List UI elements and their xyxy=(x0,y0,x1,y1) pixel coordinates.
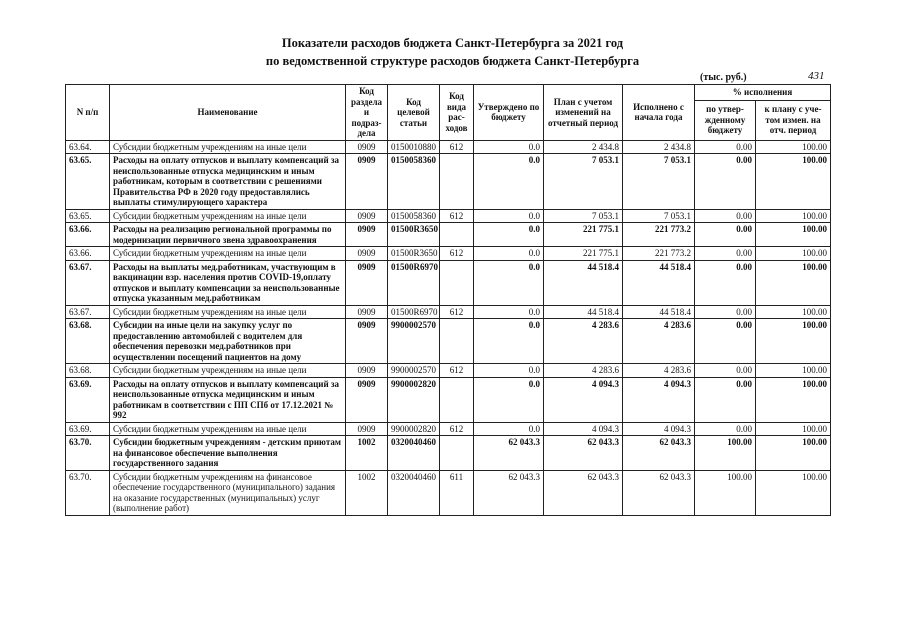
row-executed: 4 283.6 xyxy=(623,364,695,378)
row-executed: 221 773.2 xyxy=(623,247,695,261)
row-num: 63.68. xyxy=(66,364,110,378)
row-plan: 62 043.3 xyxy=(544,470,623,515)
row-pct-plan: 100.00 xyxy=(756,140,831,154)
row-plan: 44 518.4 xyxy=(544,260,623,305)
row-approved: 0.0 xyxy=(474,305,544,319)
row-section-code: 0909 xyxy=(346,260,388,305)
row-target-code: 0320040460 xyxy=(388,436,440,471)
row-num: 63.66. xyxy=(66,223,110,247)
row-executed: 221 773.2 xyxy=(623,223,695,247)
row-executed: 4 283.6 xyxy=(623,319,695,364)
row-executed: 2 434.8 xyxy=(623,140,695,154)
header-num: N п/п xyxy=(66,85,110,141)
row-approved: 0.0 xyxy=(474,140,544,154)
row-target-code: 01500R3650 xyxy=(388,247,440,261)
row-type-code: 612 xyxy=(440,247,474,261)
row-target-code: 9900002820 xyxy=(388,377,440,422)
row-executed: 4 094.3 xyxy=(623,377,695,422)
header-pct-approved: по утвер-жденному бюджету xyxy=(695,100,756,140)
row-num: 63.68. xyxy=(66,319,110,364)
row-section-code: 0909 xyxy=(346,209,388,223)
row-pct-approved: 0.00 xyxy=(695,319,756,364)
row-target-code: 01500R3650 xyxy=(388,223,440,247)
row-num: 63.70. xyxy=(66,436,110,471)
row-target-code: 01500R6970 xyxy=(388,260,440,305)
row-pct-approved: 0.00 xyxy=(695,209,756,223)
row-target-code: 9900002570 xyxy=(388,364,440,378)
row-type-code xyxy=(440,154,474,210)
row-name: Субсидии бюджетным учреждениям - детским приютам на финансовое обеспечение выполнения государственного задания xyxy=(110,436,346,471)
row-pct-approved: 0.00 xyxy=(695,260,756,305)
row-name: Расходы на оплату отпусков и выплату компенсаций за неиспользованные отпуска медицинским и иным работникам в соответствии с ПП СПб от 17.12.2021 № 992 xyxy=(110,377,346,422)
row-num: 63.66. xyxy=(66,247,110,261)
row-section-code: 0909 xyxy=(346,377,388,422)
row-pct-plan: 100.00 xyxy=(756,260,831,305)
header-pct-plan: к плану с уче-том измен. на отч. период xyxy=(756,100,831,140)
row-pct-plan: 100.00 xyxy=(756,377,831,422)
row-section-code: 0909 xyxy=(346,223,388,247)
table-row xyxy=(66,260,831,305)
row-plan: 4 094.3 xyxy=(544,377,623,422)
row-name: Расходы на реализацию региональной программы по модернизации первичного звена здравоохранения xyxy=(110,223,346,247)
row-plan: 4 283.6 xyxy=(544,364,623,378)
row-plan: 44 518.4 xyxy=(544,305,623,319)
row-executed: 7 053.1 xyxy=(623,209,695,223)
expenditure-table xyxy=(65,84,831,516)
header-type: Код вида рас-ходов xyxy=(440,85,474,141)
table-row xyxy=(66,470,831,515)
row-pct-approved: 100.00 xyxy=(695,470,756,515)
row-plan: 221 775.1 xyxy=(544,223,623,247)
row-pct-plan: 100.00 xyxy=(756,364,831,378)
row-num: 63.65. xyxy=(66,154,110,210)
row-pct-approved: 0.00 xyxy=(695,223,756,247)
row-pct-plan: 100.00 xyxy=(756,319,831,364)
table-row xyxy=(66,305,831,319)
row-pct-approved: 0.00 xyxy=(695,305,756,319)
row-num: 63.69. xyxy=(66,422,110,436)
row-target-code: 0150010880 xyxy=(388,140,440,154)
row-pct-plan: 100.00 xyxy=(756,209,831,223)
row-pct-plan: 100.00 xyxy=(756,436,831,471)
row-executed: 44 518.4 xyxy=(623,305,695,319)
row-name: Субсидии бюджетным учреждениям на иные цели xyxy=(110,209,346,223)
row-section-code: 0909 xyxy=(346,154,388,210)
row-type-code xyxy=(440,223,474,247)
row-type-code: 612 xyxy=(440,305,474,319)
row-num: 63.64. xyxy=(66,140,110,154)
row-pct-plan: 100.00 xyxy=(756,247,831,261)
row-target-code: 9900002570 xyxy=(388,319,440,364)
row-approved: 0.0 xyxy=(474,377,544,422)
row-type-code: 611 xyxy=(440,470,474,515)
units-label: (тыс. руб.) xyxy=(700,72,747,83)
row-type-code xyxy=(440,436,474,471)
row-section-code: 0909 xyxy=(346,247,388,261)
row-target-code: 0320040460 xyxy=(388,470,440,515)
row-pct-approved: 0.00 xyxy=(695,377,756,422)
row-target-code: 9900002820 xyxy=(388,422,440,436)
header-executed: Исполнено с начала года xyxy=(623,85,695,141)
row-name: Субсидии бюджетным учреждениям на иные цели xyxy=(110,364,346,378)
row-plan: 2 434.8 xyxy=(544,140,623,154)
row-plan: 62 043.3 xyxy=(544,436,623,471)
row-target-code: 0150058360 xyxy=(388,154,440,210)
row-num: 63.69. xyxy=(66,377,110,422)
table-row xyxy=(66,422,831,436)
table-row xyxy=(66,319,831,364)
document-title-line1: Показатели расходов бюджета Санкт-Петербурга за 2021 год xyxy=(281,36,624,50)
row-target-code: 0150058360 xyxy=(388,209,440,223)
row-name: Субсидии на иные цели на закупку услуг по предоставлению автомобилей с водителем для обеспечения перевозки мед.работников при осуществлении посещений пациентов на дому xyxy=(110,319,346,364)
row-pct-approved: 100.00 xyxy=(695,436,756,471)
header-approved: Утверждено по бюджету xyxy=(474,85,544,141)
table-row xyxy=(66,223,831,247)
row-section-code: 1002 xyxy=(346,436,388,471)
header-plan: План с учетом изменений на отчетный период xyxy=(544,85,623,141)
row-approved: 62 043.3 xyxy=(474,470,544,515)
row-approved: 0.0 xyxy=(474,209,544,223)
row-pct-approved: 0.00 xyxy=(695,154,756,210)
header-section: Код раздела и подраз-дела xyxy=(346,85,388,141)
row-num: 63.65. xyxy=(66,209,110,223)
row-approved: 62 043.3 xyxy=(474,436,544,471)
table-row xyxy=(66,154,831,210)
header-target: Код целевой статьи xyxy=(388,85,440,141)
row-executed: 4 094.3 xyxy=(623,422,695,436)
row-section-code: 1002 xyxy=(346,470,388,515)
row-section-code: 0909 xyxy=(346,422,388,436)
row-pct-approved: 0.00 xyxy=(695,364,756,378)
row-target-code: 01500R6970 xyxy=(388,305,440,319)
row-type-code xyxy=(440,260,474,305)
row-section-code: 0909 xyxy=(346,364,388,378)
table-row xyxy=(66,209,831,223)
row-name: Субсидии бюджетным учреждениям на иные цели xyxy=(110,305,346,319)
row-approved: 0.0 xyxy=(474,364,544,378)
row-type-code xyxy=(440,319,474,364)
row-plan: 7 053.1 xyxy=(544,209,623,223)
row-plan: 4 094.3 xyxy=(544,422,623,436)
row-num: 63.70. xyxy=(66,470,110,515)
row-pct-plan: 100.00 xyxy=(756,305,831,319)
row-executed: 7 053.1 xyxy=(623,154,695,210)
page-number: 431 xyxy=(808,70,825,82)
row-plan: 221 775.1 xyxy=(544,247,623,261)
row-pct-approved: 0.00 xyxy=(695,140,756,154)
row-pct-approved: 0.00 xyxy=(695,422,756,436)
row-plan: 4 283.6 xyxy=(544,319,623,364)
row-approved: 0.0 xyxy=(474,154,544,210)
row-type-code: 612 xyxy=(440,364,474,378)
row-approved: 0.0 xyxy=(474,247,544,261)
row-approved: 0.0 xyxy=(474,422,544,436)
row-pct-approved: 0.00 xyxy=(695,247,756,261)
row-type-code: 612 xyxy=(440,140,474,154)
row-num: 63.67. xyxy=(66,305,110,319)
table-row xyxy=(66,364,831,378)
row-executed: 62 043.3 xyxy=(623,470,695,515)
document-title-line2: по ведомственной структуре расходов бюджета Санкт-Петербурга xyxy=(265,54,640,68)
row-section-code: 0909 xyxy=(346,140,388,154)
row-pct-plan: 100.00 xyxy=(756,422,831,436)
row-type-code xyxy=(440,377,474,422)
header-pct-group: % исполнения xyxy=(695,85,831,101)
row-plan: 7 053.1 xyxy=(544,154,623,210)
row-name: Субсидии бюджетным учреждениям на финансовое обеспечение государственного (муниципального) задания на оказание государственных (муниципальных) услуг (выполнение работ) xyxy=(110,470,346,515)
row-name: Расходы на выплаты мед.работникам, участвующим в вакцинации взр. населения против COVID-19,оплату отпусков и выплату компенсации за неиспользованные отпуска указанным мед.работникам xyxy=(110,260,346,305)
row-pct-plan: 100.00 xyxy=(756,154,831,210)
row-section-code: 0909 xyxy=(346,305,388,319)
header-name: Наименование xyxy=(110,85,346,141)
row-name: Расходы на оплату отпусков и выплату компенсаций за неиспользованные отпуска медицинским и иным работникам, которым в соответствии с решениями Правительства РФ в 2020 году предоставлялись выплаты стимулирующего характера xyxy=(110,154,346,210)
row-name: Субсидии бюджетным учреждениям на иные цели xyxy=(110,247,346,261)
row-name: Субсидии бюджетным учреждениям на иные цели xyxy=(110,140,346,154)
row-pct-plan: 100.00 xyxy=(756,223,831,247)
row-executed: 62 043.3 xyxy=(623,436,695,471)
row-type-code: 612 xyxy=(440,209,474,223)
table-row xyxy=(66,247,831,261)
row-approved: 0.0 xyxy=(474,319,544,364)
row-section-code: 0909 xyxy=(346,319,388,364)
row-name: Субсидии бюджетным учреждениям на иные цели xyxy=(110,422,346,436)
table-row xyxy=(66,436,831,471)
table-row xyxy=(66,140,831,154)
row-pct-plan: 100.00 xyxy=(756,470,831,515)
row-num: 63.67. xyxy=(66,260,110,305)
row-type-code: 612 xyxy=(440,422,474,436)
row-approved: 0.0 xyxy=(474,260,544,305)
row-executed: 44 518.4 xyxy=(623,260,695,305)
table-row xyxy=(66,377,831,422)
row-approved: 0.0 xyxy=(474,223,544,247)
